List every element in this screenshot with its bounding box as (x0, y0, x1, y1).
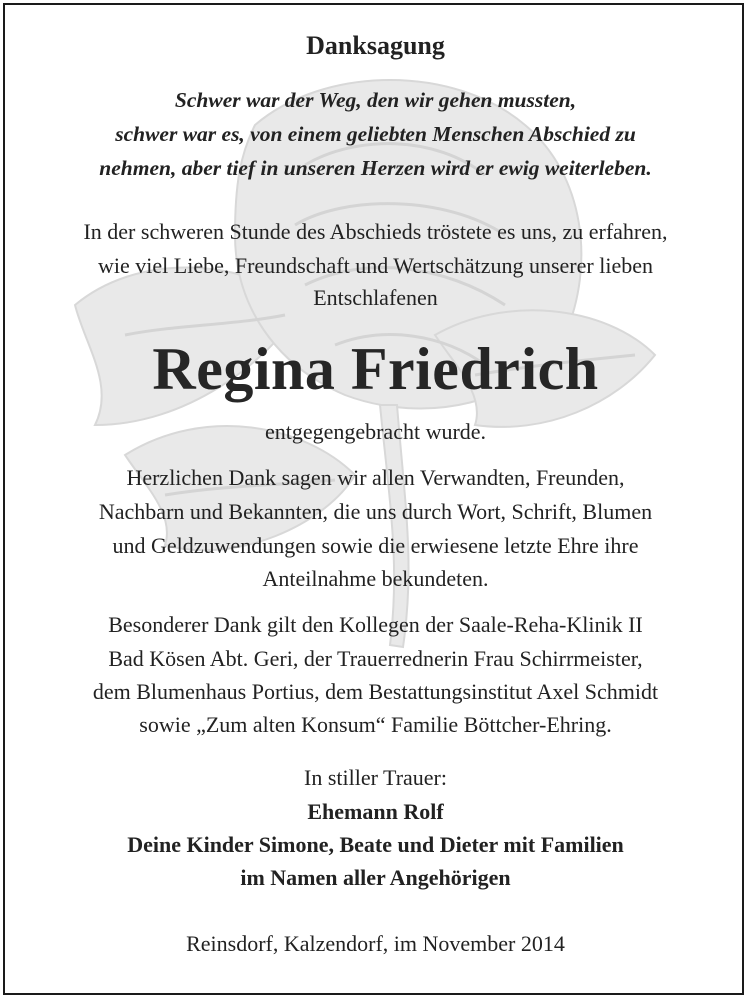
mourner-2: Deine Kinder Simone, Beate und Dieter mit Familien (127, 832, 624, 857)
intro-line-2: wie viel Liebe, Freundschaft und Wertschätzung unserer lieben (98, 253, 653, 278)
intro-line-3: Entschlafenen (313, 285, 438, 310)
special-thanks-line-4: sowie „Zum alten Konsum“ Familie Böttcher-Ehring. (139, 712, 612, 737)
special-thanks-line-3: dem Blumenhaus Portius, dem Bestattungsinstitut Axel Schmidt (92, 679, 659, 704)
mourner-1: Ehemann Rolf (307, 799, 444, 824)
mourner-3: im Namen aller Angehörigen (240, 865, 511, 890)
motto-line-2: schwer war es, von einem geliebten Menschen Abschied zu (115, 122, 636, 146)
motto-line-1: Schwer war der Weg, den wir gehen mussten, (174, 88, 577, 112)
thanks-line-4: Anteilnahme bekundeten. (262, 566, 489, 591)
obituary-card (3, 3, 744, 995)
place-date: Reinsdorf, Kalzendorf, im November 2014 (186, 931, 565, 956)
intro-line-1: In der schweren Stunde des Abschieds tröstete es uns, zu erfahren, (83, 219, 668, 244)
intro-end: entgegengebracht wurde. (264, 419, 487, 444)
motto-line-3: nehmen, aber tief in unseren Herzen wird er ewig weiterleben. (99, 156, 652, 180)
thanks-line-1: Herzlichen Dank sagen wir allen Verwandten, Freunden, (126, 465, 625, 490)
deceased-name: Regina Friedrich (152, 336, 599, 402)
heading: Danksagung (306, 31, 445, 60)
thanks-line-3: und Geldzuwendungen sowie die erwiesene letzte Ehre ihre (112, 533, 639, 558)
mourning-intro: In stiller Trauer: (304, 765, 447, 790)
special-thanks-line-2: Bad Kösen Abt. Geri, der Trauerrednerin Frau Schirrmeister, (108, 646, 643, 671)
special-thanks-line-1: Besonderer Dank gilt den Kollegen der Saale-Reha-Klinik II (108, 612, 643, 637)
thanks-line-2: Nachbarn und Bekannten, die uns durch Wort, Schrift, Blumen (98, 499, 653, 524)
